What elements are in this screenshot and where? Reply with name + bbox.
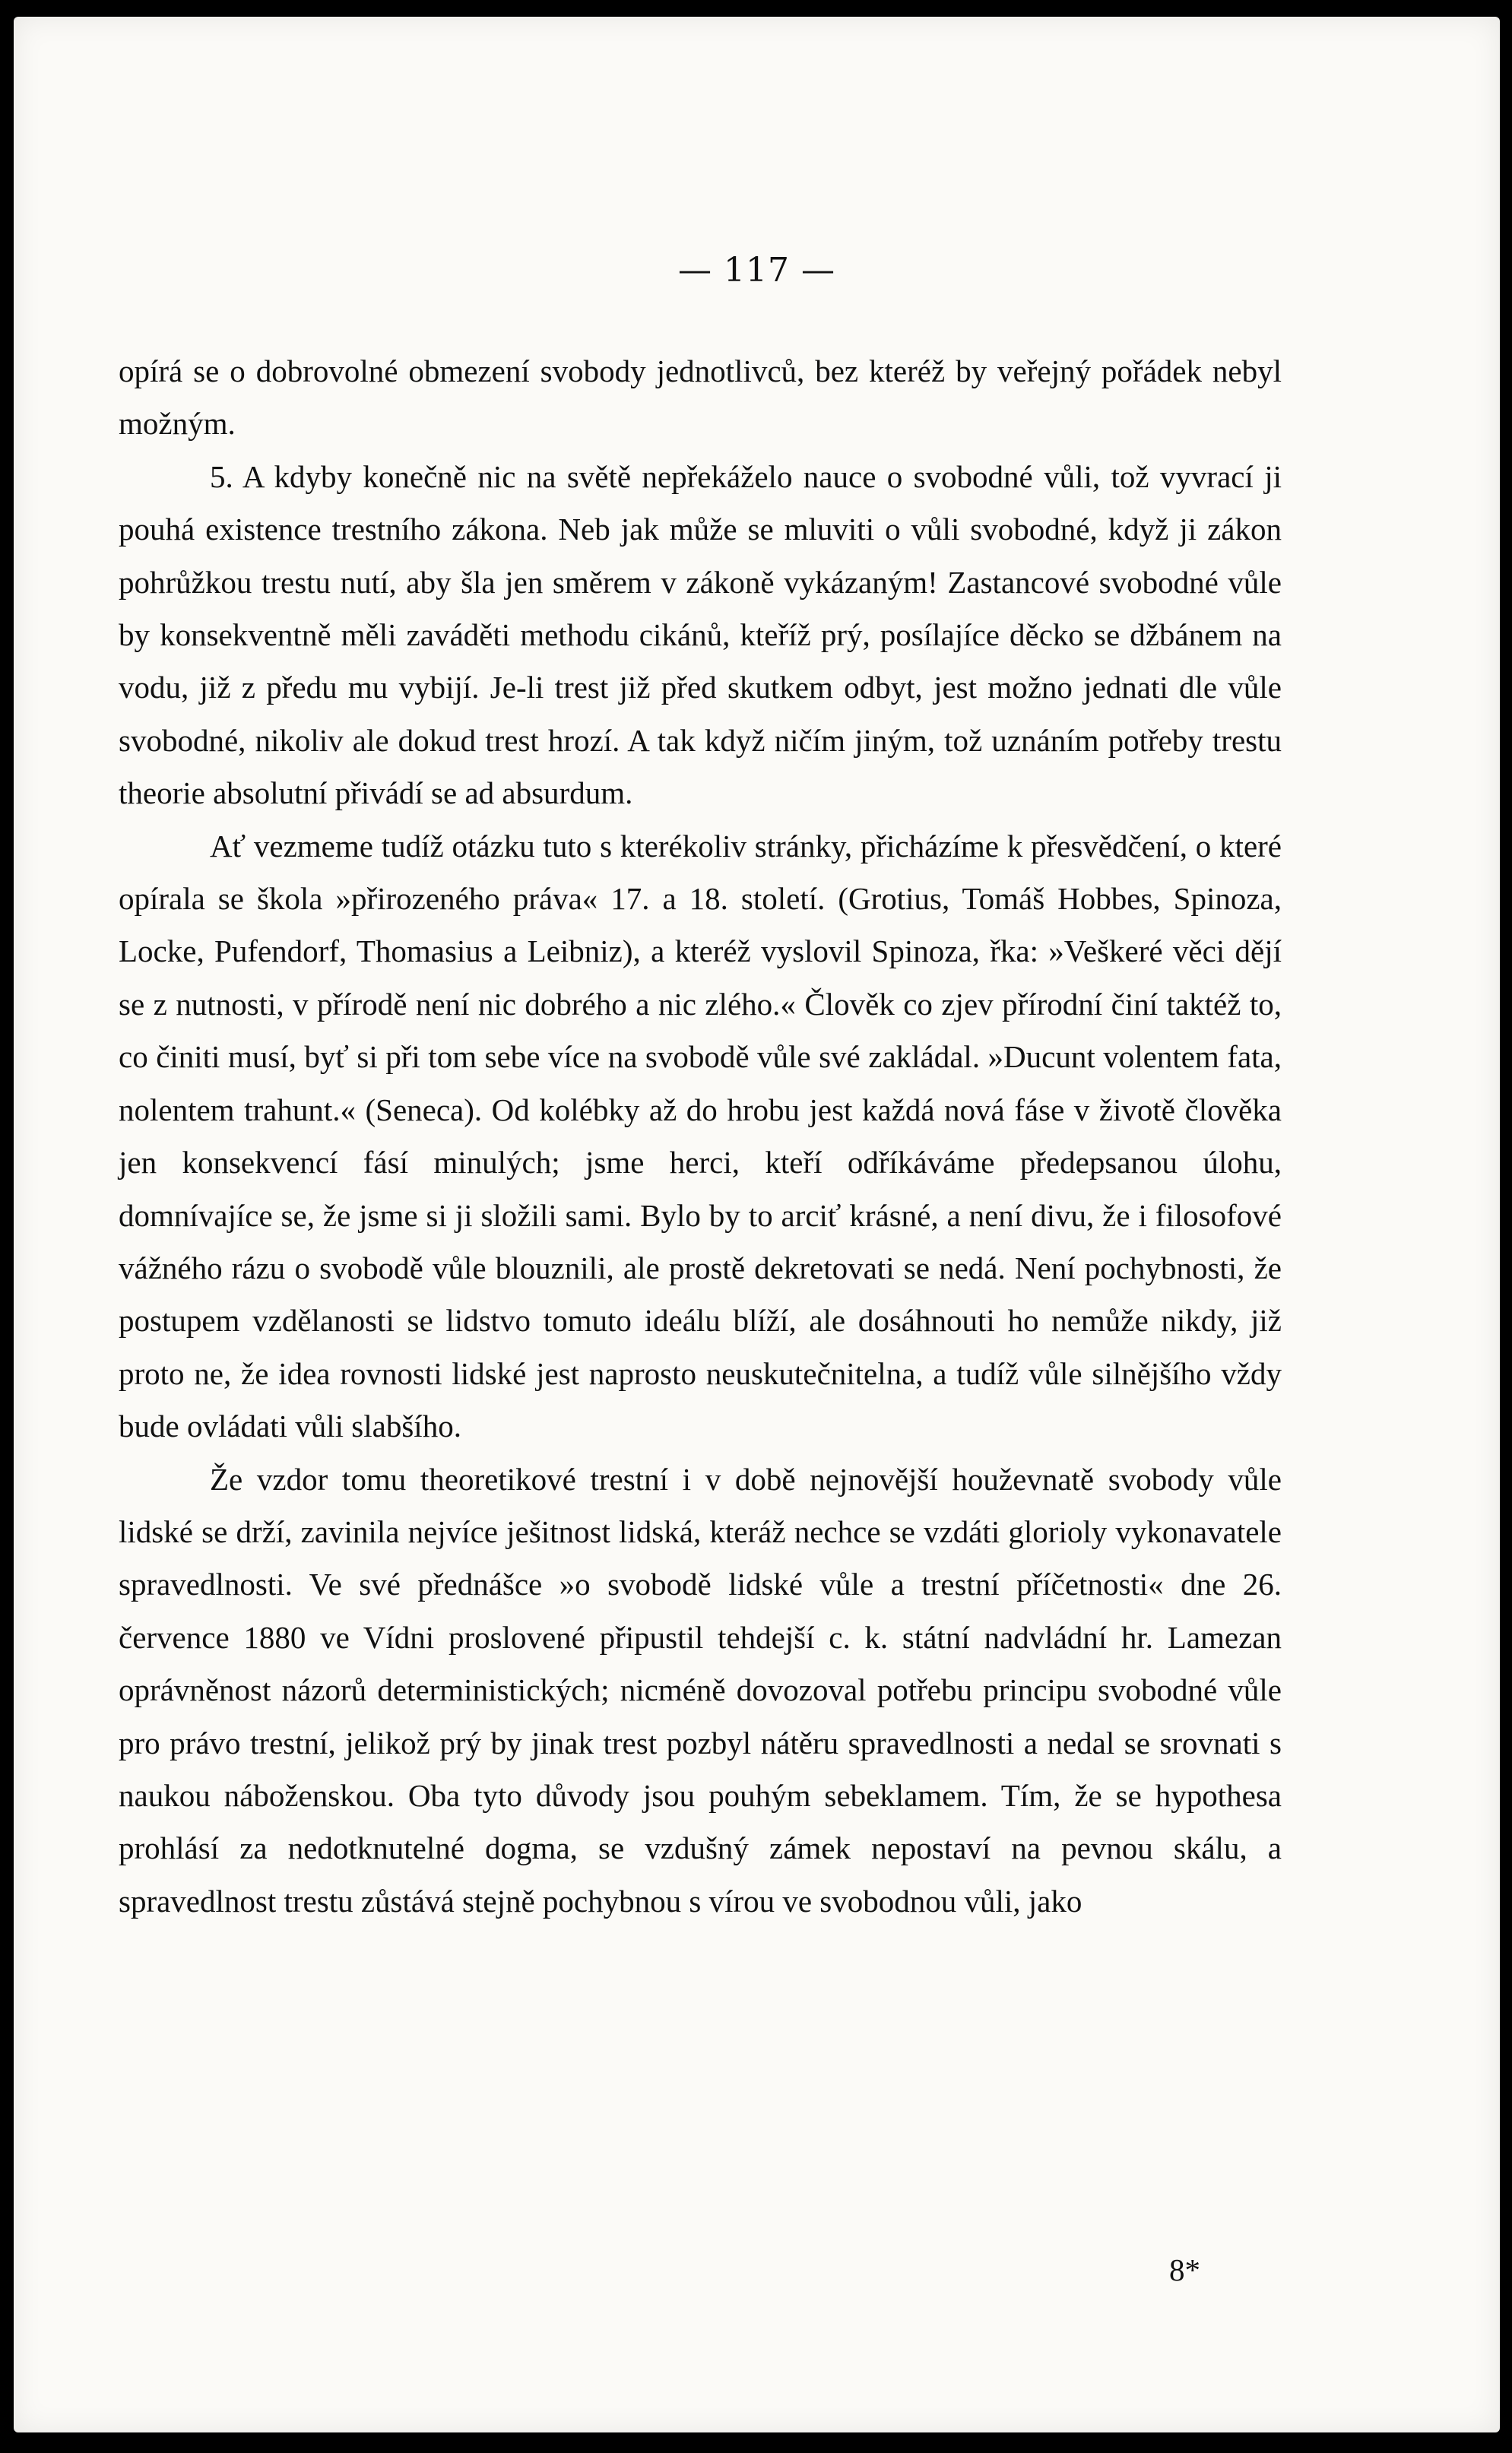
paragraph-3: Ať vezmeme tudíž otázku tuto s kterékoliv stránky, přicházíme k přesvědčení, o které opírala se škola »přirozeného práva« 17. a 18. století. (Grotius, Tomáš Hobbes, Spinoza, Locke, Pufendorf, Thomasius a Leibniz), a kteréž vyslovil Spinoza, řka: »Veškeré věci dějí se z nutnosti, v přírodě není nic dobrého a nic zlého.« Člověk co zjev přírodní činí taktéž to, co činiti musí, byť si při tom sebe více na svobodě vůle své zakládal. »Ducunt volentem fata, nolentem trahunt.« (Seneca). Od kolébky až do hrobu jest každá nová fáse v životě člověka jen konsekvencí fásí minulých; jsme herci, kteří odříkáváme předepsanou úlohu, domnívajíce se, že jsme si ji složili sami. Bylo by to arciť krásné, a není divu, že i filosofové vážného rázu o svobodě vůle blouznili, ale prostě dekretovati se nedá. Není pochybnosti, že postupem vzdělanosti se lidstvo tomuto ideálu blíží, ale dosáhnouti ho nemůže nikdy, již proto ne, že idea rovnosti lidské jest naprosto neuskutečnitelna, a tudíž vůle silnějšího vždy bude ovládati vůli slabšího.	[119, 828, 1282, 1444]
paragraph-1: opírá se o dobrovolné obmezení svobody jednotlivců, bez kteréž by veřejný pořádek nebyl možným.	[119, 353, 1282, 442]
page-number: — 117 —	[678, 251, 835, 290]
book-page	[14, 17, 1500, 2432]
paragraph-2: 5. A kdyby konečně nic na světě nepřekáželo nauce o svobodné vůli, tož vyvrací ji pouhá existence trestního zákona. Neb jak může se mluviti o vůli svobodné, když ji zákon pohrůžkou trestu nutí, aby šla jen směrem v zákoně vykázaným! Zastancové svobodné vůle by konsekventně měli zaváděti methodu cikánů, kteříž prý, posílajíce děcko se džbánem na vodu, již z předu mu vybijí. Je-li trest již před skutkem odbyt, jest možno jednati dle vůle svobodné, nikoliv ale dokud trest hrozí. A tak když ničím jiným, tož uznáním potřeby trestu theorie absolutní přivádí se ad absurdum.	[119, 458, 1282, 811]
signature-mark: 8*	[1169, 2252, 1200, 2287]
paragraph-4: Že vzdor tomu theoretikové trestní i v době nejnovější houževnatě svobody vůle lidské se drží, zavinila nejvíce ješitnost lidská, kteráž nechce se vzdáti glorioly vykonavatele spravedlnosti. Ve své přednášce »o svobodě lidské vůle a trestní příčetnosti« dne 26. července 1880 ve Vídni proslovené připustil tehdejší c. k. státní nadvládní hr. Lamezan oprávněnost názorů deterministických; nicméně dovozoval potřebu principu svobodné vůle pro právo trestní, jelikož prý by jinak trest pozbyl nátěru spravedlnosti a nedal se srovnati s naukou náboženskou. Oba tyto důvody jsou pouhým sebeklamem. Tím, že se hypothesa prohlásí za nedotknutelné dogma, se vzdušný zámek nepostaví na pevnou skálu, a spravedlnost trestu zůstává stejně pochybnou s vírou ve svobodnou vůli, jako	[119, 1461, 1282, 1919]
body-text	[119, 345, 1282, 1928]
